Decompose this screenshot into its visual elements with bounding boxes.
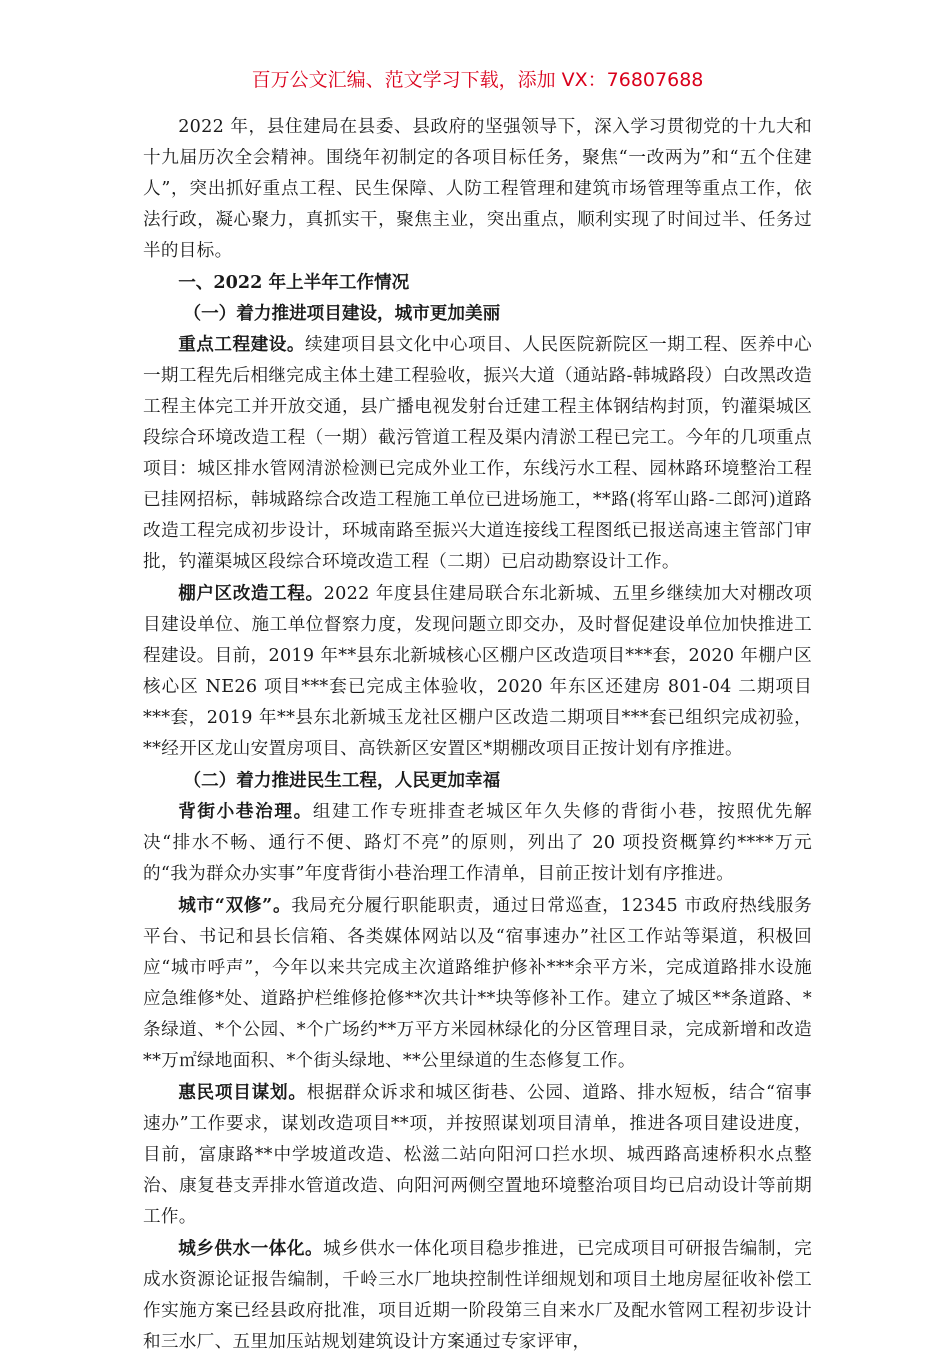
paragraph-text: 续建项目县文化中心项目、人民医院新院区一期工程、医养中心一期工程先后相继完成主体土建工程验收，振兴大道（通站路-韩城路段）白改黑改造工程主体完工并开放交通，县广播电视发射台迁建工程主体钢结构封顶，钓灌渠城区段综合环境改造工程（一期）截污管道工程及渠内清淤工程已完工。今年的几项重点项目：城区排水管网清淤检测已完成外业工作，东线污水工程、园林路环境整治工程已挂网招标，韩城路综合改造工程施工单位已进场施工，**路(将军山路-二郎河)道路改造工程完成初步设计，环城南路至振兴大道连接线工程图纸已报送高速主管部门审批，钓灌渠城区段综合环境改造工程（二期）已启动勘察设计工作。 [143,335,812,572]
paragraph-public-projects [143,1077,812,1233]
paragraph-text: 组建工作专班排查老城区年久失修的背街小巷，按照优先解决“排水不畅、通行不便、路灯不亮”的原则，列出了 20 项投资概算约****万元的“我为群众办实事”年度背街小巷治理工作清单，目前正按计划有序推进。 [143,802,812,884]
paragraph-key-projects [143,329,812,578]
watermark-banner: 百万公文汇编、范文学习下载，添加 VX：76807688 [251,69,704,91]
paragraph-city-repair [143,890,812,1077]
paragraph-text: 城乡供水一体化项目稳步推进，已完成项目可研报告编制，完成水资源论证报告编制，千岭三水厂地块控制性详细规划和项目土地房屋征收补偿工作实施方案已经县政府批准，项目近期一阶段第三自来水厂及配水管网工程初步设计和三水厂、五里加压站规划建筑设计方案通过专家评审， [143,1239,812,1352]
paragraph-back-alleys [143,796,812,890]
paragraph-water-supply [143,1233,812,1358]
paragraph-lead: 惠民项目谋划。 [178,1082,307,1103]
paragraph-lead: 城乡供水一体化。 [178,1238,324,1259]
paragraph-text: 根据群众诉求和城区街巷、公园、道路、排水短板，结合“宿事速办”工作要求，谋划改造项目**项，并按照谋划项目清单，推进各项目建设进度，目前，富康路**中学坡道改造、松滋二站向阳河口拦水坝、城西路高速桥积水点整治、康复巷支弄排水管道改造、向阳河两侧空置地环境整治项目均已启动设计等前期工作。 [143,1083,812,1227]
paragraph-lead: 重点工程建设。 [178,334,305,355]
paragraph-lead: 棚户区改造工程。 [178,583,324,604]
intro-paragraph: 2022 年，县住建局在县委、县政府的坚强领导下，深入学习贯彻党的十九大和十九届历次全会精神。围绕年初制定的各项目标任务，聚焦“一改两为”和“五个住建人”，突出抓好重点工程、民生保障、人防工程管理和建筑市场管理等重点工作，依法行政，凝心聚力，真抓实干，聚焦主业，突出重点，顺利实现了时间过半、任务过半的目标。 [143,117,812,261]
section-heading: 一、2022 年上半年工作情况 [178,272,410,293]
paragraph-lead: 背街小巷治理。 [178,801,313,822]
paragraph-lead: 城市“双修”。 [178,895,292,916]
paragraph-text: 2022 年度县住建局联合东北新城、五里乡继续加大对棚改项目建设单位、施工单位督察力度，发现问题立即交办，及时督促建设单位加快推进工程建设。目前，2019 年**县东北新城核心区棚户区改造项目***套，2020 年棚户区核心区 NE26 项目***套已完成主体验收，2020 年东区还建房 801-04 二期项目***套，2019 年**县东北新城玉龙社区棚户区改造二期项目***套已组织完成初验，**经开区龙山安置房项目、高铁新区安置区*期棚改项目正按计划有序推进。 [143,584,812,759]
paragraph-text: 我局充分履行职能职责，通过日常巡查，12345 市政府热线服务平台、书记和县长信箱、各类媒体网站以及“宿事速办”社区工作站等渠道，积极回应“城市呼声”，今年以来共完成主次道路维护修补***余平方米，完成道路排水设施应急维修*处、道路护栏维修抢修**次共计**块等修补工作。建立了城区**条道路、*条绿道、*个公园、*个广场约**万平方米园林绿化的分区管理目录，完成新增和改造**万㎡绿地面积、*个街头绿地、**公里绿道的生态修复工作。 [143,896,812,1071]
subsection-heading: （一）着力推进项目建设，城市更加美丽 [183,303,501,324]
subsection-heading: （二）着力推进民生工程，人民更加幸福 [183,770,501,791]
paragraph-shanty-renovation [143,578,812,765]
